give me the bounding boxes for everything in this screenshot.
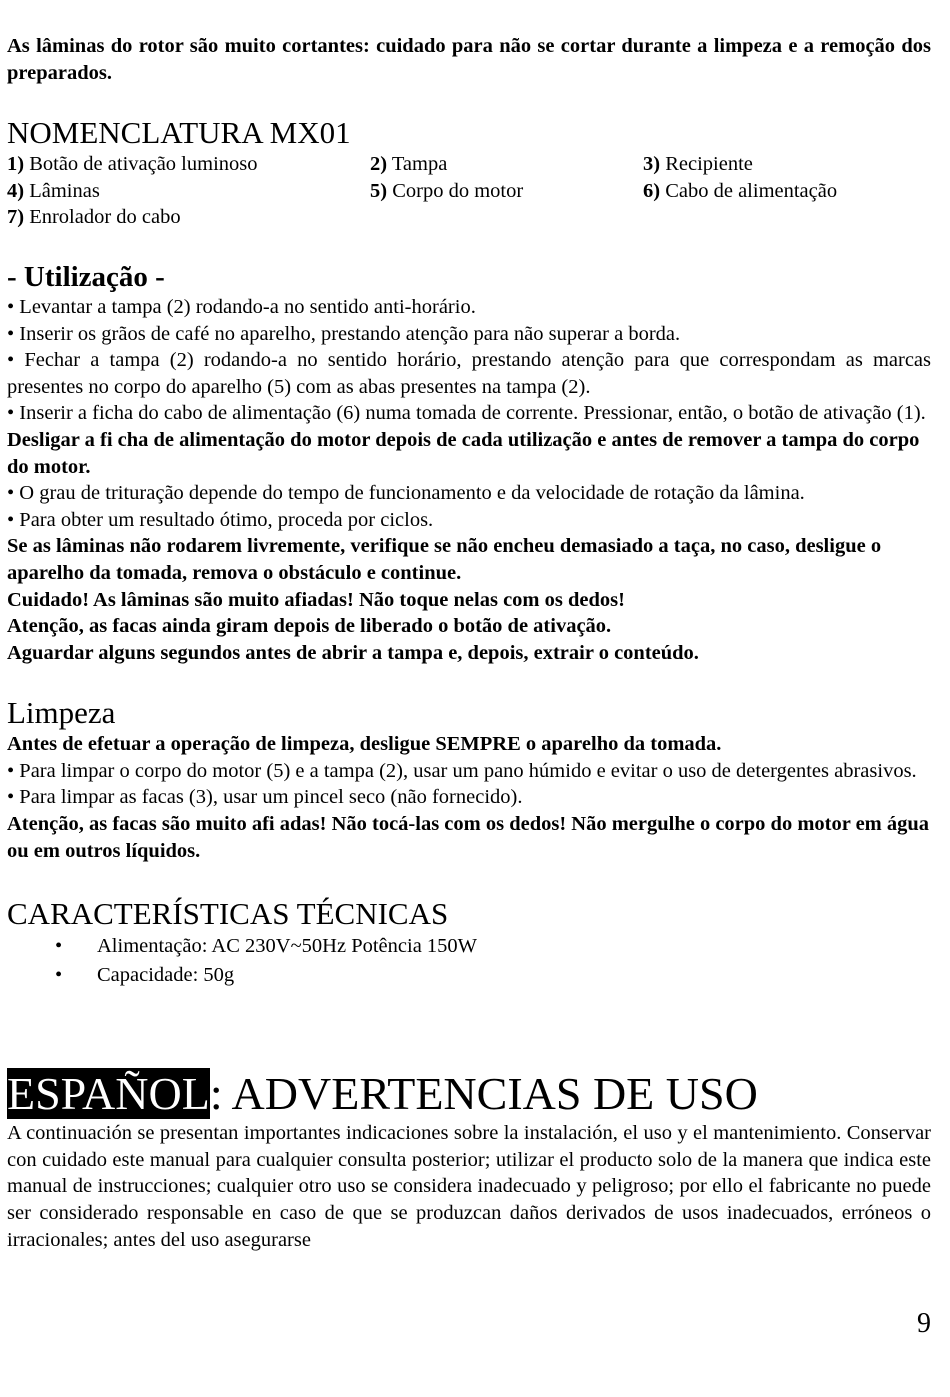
usage-line: • Fechar a tampa (2) rodando-a no sentido horário, prestando atenção para que correspondam as marcas presentes no corpo do aparelho (5) com as abas presentes na tampa (2). [7,349,931,398]
nomenclature-item: 6) Cabo de alimentação [643,179,838,202]
nomenclature-item: 1) Botão de ativação luminoso [7,153,258,176]
nomenclature-list [7,151,931,231]
spanish-title [7,1068,931,1120]
nomenclature-item: 4) Lâminas [7,179,100,202]
usage-line: • Inserir a ficha do cabo de alimentação (6) numa tomada de corrente. Pressionar, então, o botão de ativação (1). [7,402,926,425]
nomenclature-item: 3) Recipiente [643,153,753,176]
nomenclature-item: 5) Corpo do motor [370,179,524,202]
usage-title: - Utilização - [7,260,165,293]
manual-page [7,33,931,1253]
cleaning-line: • Para limpar as facas (3), usar um pincel seco (não fornecido). [7,786,523,809]
nomenclature-item: 2) Tampa [370,153,448,176]
cleaning-warning: Antes de efetuar a operação de limpeza, desligue SEMPRE o aparelho da tomada. [7,733,722,756]
page-number: 9 [917,1308,931,1339]
usage-line: • Para obter um resultado ótimo, proceda por ciclos. [7,508,434,531]
usage-line: • O grau de trituração depende do tempo de funcionamento e da velocidade de rotação da lâmina. [7,482,805,505]
nomenclature-title: NOMENCLATURA MX01 [7,115,351,151]
spec-item: • Alimentação: AC 230V~50Hz Potência 150W [7,932,931,961]
cleaning-warning: Atenção, as facas são muito afi adas! Não tocá-las com os dedos! Não mergulhe o corpo do motor em água ou em outros líquidos. [7,813,930,862]
spec-item: • Capacidade: 50g [7,961,931,990]
cleaning-line: • Para limpar o corpo do motor (5) e a tampa (2), usar um pano húmido e evitar o uso de detergentes abrasivos. [7,759,917,782]
usage-line: • Inserir os grãos de café no aparelho, prestando atenção para não superar a borda. [7,322,681,345]
spanish-title-highlight: ESPAÑOL [7,1068,210,1120]
specs-list [7,932,931,990]
usage-warning: Desligar a fi cha de alimentação do motor depois de cada utilização e antes de remover a tampa do corpo do motor. [7,428,920,478]
usage-warning: Atenção, as facas ainda giram depois de liberado o botão de ativação. [7,615,612,638]
specs-title: CARACTERÍSTICAS TÉCNICAS [7,896,449,932]
usage-warning: Se as lâminas não rodarem livremente, verifique se não encheu demasiado a taça, no caso, desligue o aparelho da tomada, remova o obstáculo e continue. [7,535,882,584]
nomenclature-item: 7) Enrolador do cabo [7,206,181,229]
intro-warning: As lâminas do rotor são muito cortantes: cuidado para não se cortar durante a limpeza e a remoção dos preparados. [7,35,931,84]
usage-warning: Cuidado! As lâminas são muito afiadas! Não toque nelas com os dedos! [7,588,625,611]
usage-line: • Levantar a tampa (2) rodando-a no sentido anti-horário. [7,295,476,318]
spanish-title-rest: : ADVERTENCIAS DE USO [209,1068,758,1120]
usage-warning: Aguardar alguns segundos antes de abrir a tampa e, depois, extrair o conteúdo. [7,641,699,664]
spanish-paragraph: A continuación se presentan importantes indicaciones sobre la instalación, el uso y el mantenimiento. Conservar con cuidado este manual para cualquier consulta posterior; utilizar el producto solo de la manera que indica este manual de instrucciones; cualquier otro uso se considera inadecuado y peligroso; por ello el fabricante no puede ser considerado responsable en caso de que se produzcan daños derivados de usos inadecuados, erróneos o irracionales; antes del uso asegurarse [7,1122,931,1251]
cleaning-title: Limpeza [7,695,116,731]
